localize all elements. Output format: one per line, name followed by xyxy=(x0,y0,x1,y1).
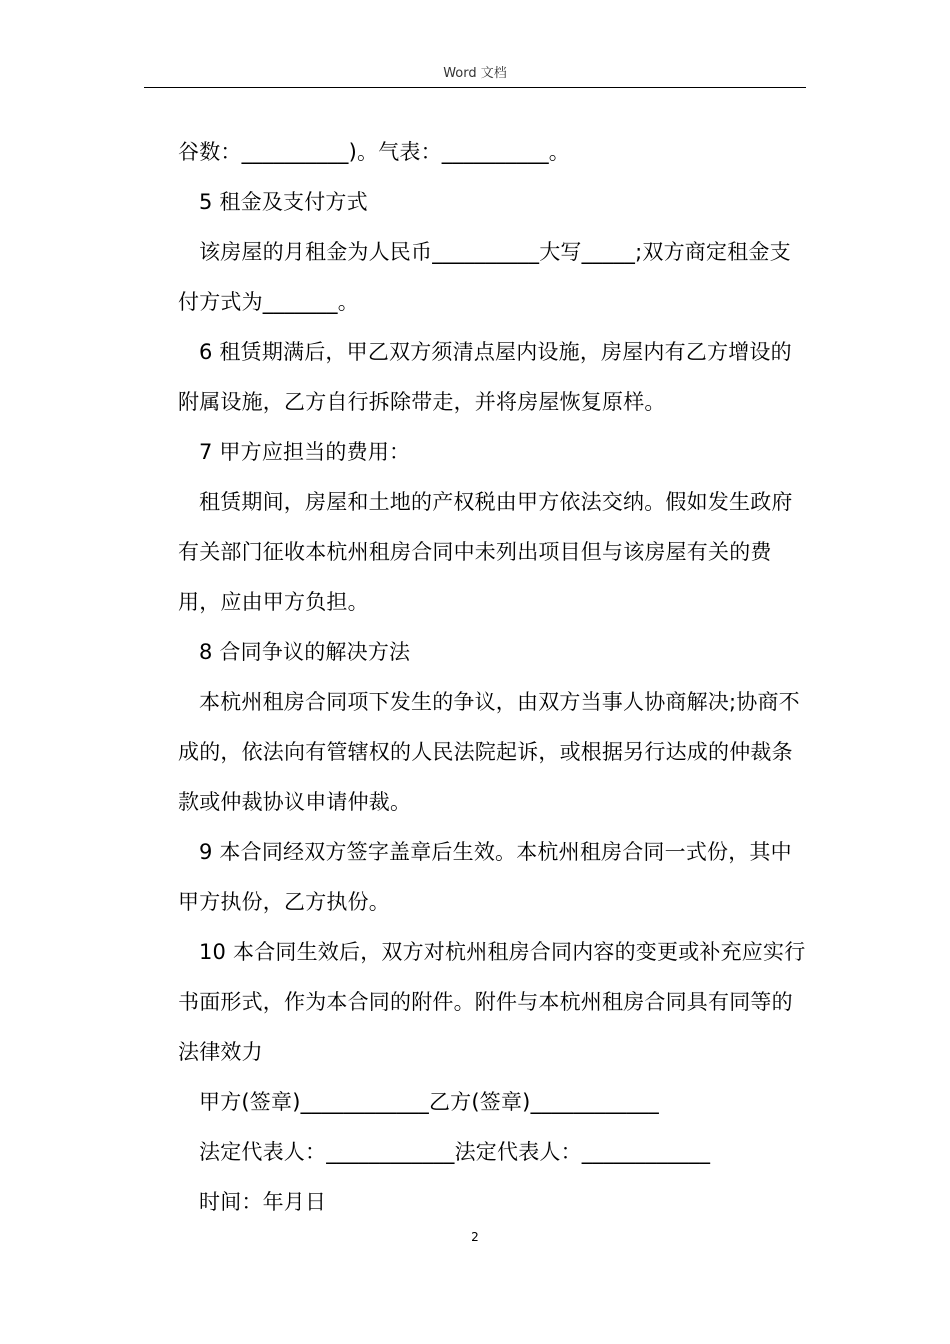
paragraph-landlord-fees: 租赁期间，房屋和土地的产权税由甲方依法交纳。假如发生政府有关部门征收本杭州租房合同中未列出项目但与该房屋有关的费用，应由甲方负担。 xyxy=(178,490,793,614)
paragraph-lease-expiry: 6 租赁期满后，甲乙双方须清点屋内设施，房屋内有乙方增设的附属设施，乙方自行拆除带走，并将房屋恢复原样。 xyxy=(178,340,792,414)
paragraph-signatures: 甲方(签章)____________乙方(签章)____________ xyxy=(199,1090,659,1114)
paragraph-legal-representatives: 法定代表人：____________法定代表人：____________ xyxy=(199,1140,711,1164)
paragraph-meter-readings: 谷数：__________)。气表：__________。 xyxy=(178,140,570,164)
header-title: Word 文档 xyxy=(443,66,507,81)
header-divider xyxy=(144,87,806,88)
document-body xyxy=(178,127,810,1227)
paragraph-rent-heading: 5 租金及支付方式 xyxy=(199,190,368,214)
paragraph-amendments: 10 本合同生效后，双方对杭州租房合同内容的变更或补充应实行书面形式，作为本合同的附件。附件与本杭州租房合同具有同等的法律效力 xyxy=(178,940,806,1064)
paragraph-dispute-heading: 8 合同争议的解决方法 xyxy=(199,640,411,664)
paragraph-rent-amount: 该房屋的月租金为人民币__________大写_____;双方商定租金支付方式为_______。 xyxy=(178,240,791,314)
page-number: 2 xyxy=(471,1230,479,1244)
paragraph-landlord-fees-heading: 7 甲方应担当的费用： xyxy=(199,440,411,464)
paragraph-dispute-resolution: 本杭州租房合同项下发生的争议，由双方当事人协商解决;协商不成的，依法向有管辖权的人民法院起诉，或根据另行达成的仲裁条款或仲裁协议申请仲裁。 xyxy=(178,690,800,814)
paragraph-effectiveness: 9 本合同经双方签字盖章后生效。本杭州租房合同一式份，其中甲方执份，乙方执份。 xyxy=(178,840,792,914)
paragraph-date: 时间：年月日 xyxy=(199,1190,327,1214)
